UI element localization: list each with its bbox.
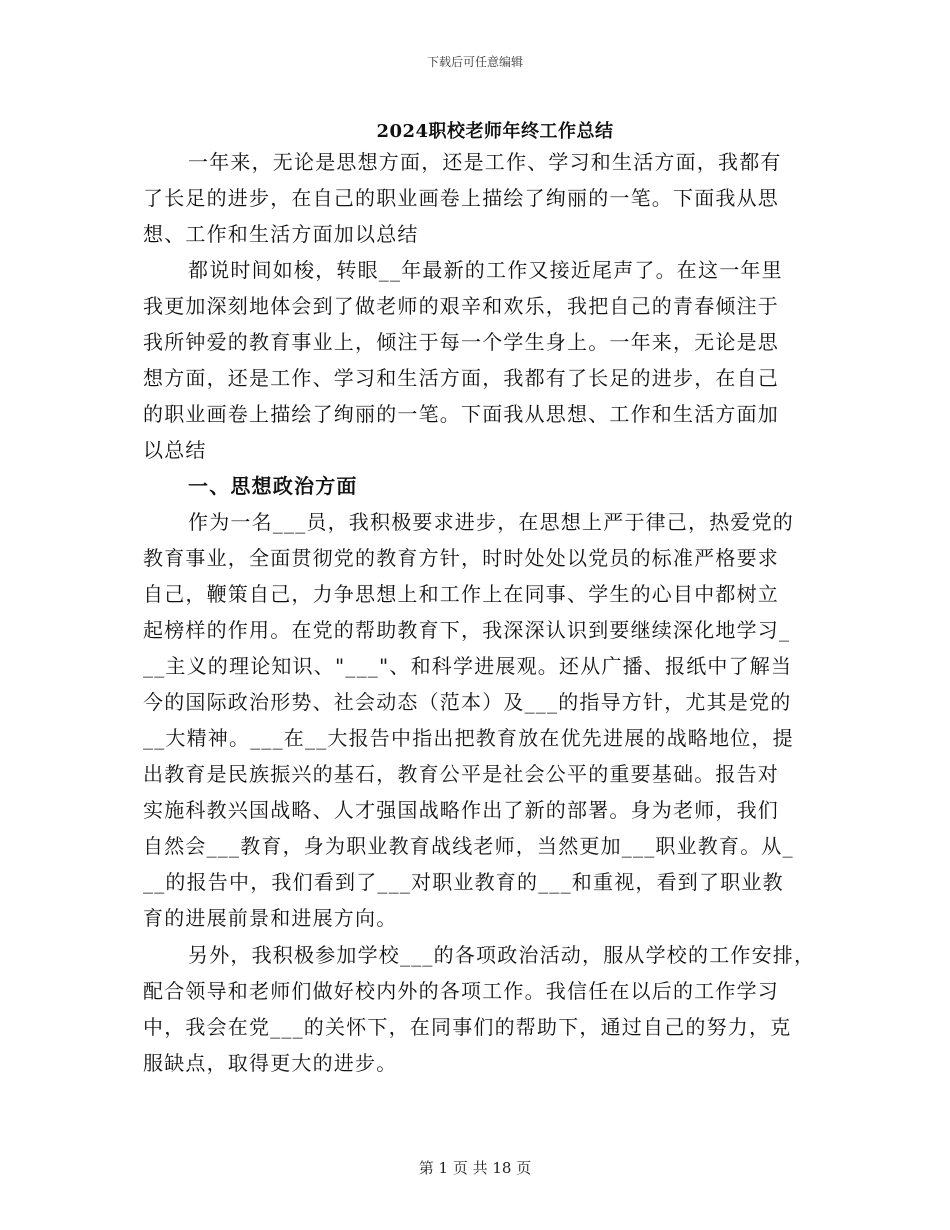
paragraph-line: 教育事业，全面贯彻党的教育方针，时时处处以党员的标准严格要求 (143, 546, 779, 570)
paragraph-line: 想方面，还是工作、学习和生活方面，我都有了长足的进步，在自己 (143, 366, 779, 390)
paragraph-line: 中，我会在党___的关怀下，在同事们的帮助下，通过自己的努力，克 (143, 1015, 792, 1039)
paragraph-line: 我更加深刻地体会到了做老师的艰辛和欢乐，我把自己的青春倾注于 (143, 294, 779, 318)
header-note: 下载后可任意编辑 (426, 55, 523, 69)
paragraph-line: 的职业画卷上描绘了绚丽的一笔。下面我从思想、工作和生活方面加 (143, 402, 779, 426)
paragraph-line: 育的进展前景和进展方向。 (143, 906, 398, 930)
paragraph-line: 以总结 (143, 438, 207, 462)
paragraph-line: 配合领导和老师们做好校内外的各项工作。我信任在以后的工作学习 (143, 979, 779, 1003)
paragraph-line: 服缺点，取得更大的进步。 (143, 1051, 398, 1075)
paragraph-line: __的报告中，我们看到了___对职业教育的___和重视，看到了职业教 (143, 870, 784, 894)
paragraph-line: 出教育是民族振兴的基石，教育公平是社会公平的重要基础。报告对 (143, 762, 779, 786)
paragraph-line: 我所钟爱的教育事业上，倾注于每一个学生身上。一年来，无论是思 (143, 330, 779, 354)
paragraph-line: 自然会___教育，身为职业教育战线老师，当然更加___职业教育。从_ (143, 834, 794, 858)
paragraph-line: 另外，我积极参加学校___的各项政治活动，服从学校的工作安排， (188, 943, 816, 967)
paragraph-line: 一年来，无论是思想方面，还是工作、学习和生活方面，我都有 (188, 150, 782, 174)
paragraph-line: 都说时间如梭，转眼__年最新的工作又接近尾声了。在这一年里 (188, 258, 783, 282)
paragraph-line: 了长足的进步，在自己的职业画卷上描绘了绚丽的一笔。下面我从思 (143, 186, 779, 210)
paragraph-line: 起榜样的作用。在党的帮助教育下，我深深认识到要继续深化地学习_ (143, 618, 791, 642)
section-heading: 一、思想政治方面 (188, 474, 358, 498)
page-number: 第 1 页 共 18 页 (418, 1159, 532, 1177)
paragraph-line: 今的国际政治形势、社会动态（范本）及___的指导方针，尤其是党的 (143, 690, 792, 714)
document-title: 2024职校老师年终工作总结 (376, 121, 614, 142)
paragraph-line: __主义的理论知识、"___"、和科学进展观。还从广播、报纸中了解当 (143, 654, 793, 678)
paragraph-line: 自己，鞭策自己，力争思想上和工作上在同事、学生的心目中都树立 (143, 582, 779, 606)
paragraph-line: 实施科教兴国战略、人才强国战略作出了新的部署。身为老师，我们 (143, 798, 779, 822)
paragraph-line: __大精神。___在__大报告中指出把教育放在优先进展的战略地位，提 (143, 726, 794, 750)
paragraph-line: 作为一名___员，我积极要求进步，在思想上严于律己，热爱党的 (188, 510, 794, 534)
paragraph-line: 想、工作和生活方面加以总结 (143, 222, 419, 246)
